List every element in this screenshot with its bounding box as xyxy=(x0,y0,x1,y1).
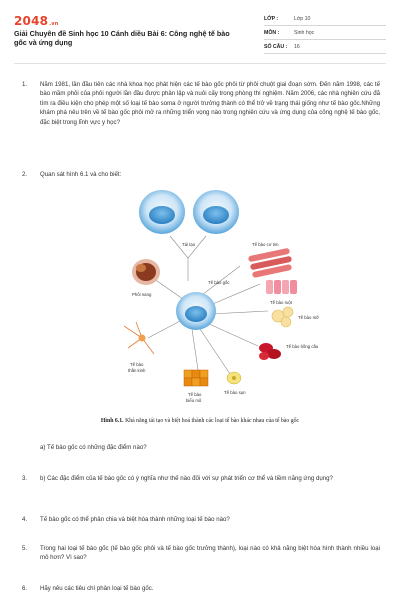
stem-cell-figure xyxy=(110,186,330,414)
meta-row-subject: MÔN : Sinh học xyxy=(264,26,386,40)
renewed-cell-left xyxy=(139,190,185,234)
label-than-kinh-1: Tế bào xyxy=(130,362,144,367)
label-co-tim: Tế bào cơ tim xyxy=(252,242,279,247)
fat-cell-image xyxy=(272,307,293,327)
central-stem-cell xyxy=(176,292,216,330)
figure-caption: Hình 6.1. Khả năng tái tạo và biệt hoá thành các loại tế bào khác nhau của tế bào gốc xyxy=(100,418,300,424)
label-phoi-nang: Phôi nang xyxy=(132,292,152,297)
meta-table xyxy=(264,12,386,54)
page-title: Giải Chuyên đề Sinh học 10 Cánh diều Bài 6: Công nghệ tế bào gốc và ứng dụng xyxy=(14,29,230,47)
epithelial-cell-image xyxy=(184,370,208,386)
label-te-bao-goc: Tế bào gốc xyxy=(208,280,230,285)
neuron-image xyxy=(124,322,154,354)
renewed-cell-right xyxy=(193,190,239,234)
label-sun: Tế bào sụn xyxy=(224,390,246,395)
meta-row-class: LỚP : Lớp 10 xyxy=(264,12,386,26)
intestinal-cell-image xyxy=(266,280,297,294)
page-header xyxy=(14,12,386,60)
blastocyst-image xyxy=(132,259,160,285)
cartilage-cell-image xyxy=(227,372,241,384)
meta-row-count: SỐ CÂU : 16 xyxy=(264,40,386,54)
label-ruot: Tế bào ruột xyxy=(270,300,292,305)
label-bieu-mo-1: Tế bào xyxy=(188,392,202,397)
site-logo[interactable]: 2048.vn xyxy=(14,14,59,28)
header-divider xyxy=(14,63,386,64)
cardiac-cell-image xyxy=(248,248,292,278)
label-mo: Tế bào mỡ xyxy=(298,315,319,320)
red-blood-cell-image xyxy=(259,343,281,360)
label-tai-tao: Tái tạo xyxy=(182,242,196,247)
label-than-kinh-2: thần kinh xyxy=(128,368,146,373)
label-bieu-mo-2: biểu mô xyxy=(186,398,202,403)
label-hong-cau: Tế bào hồng cầu xyxy=(286,344,319,349)
question-2a: a) Tế bào gốc có những đặc điểm nào? xyxy=(40,444,147,451)
